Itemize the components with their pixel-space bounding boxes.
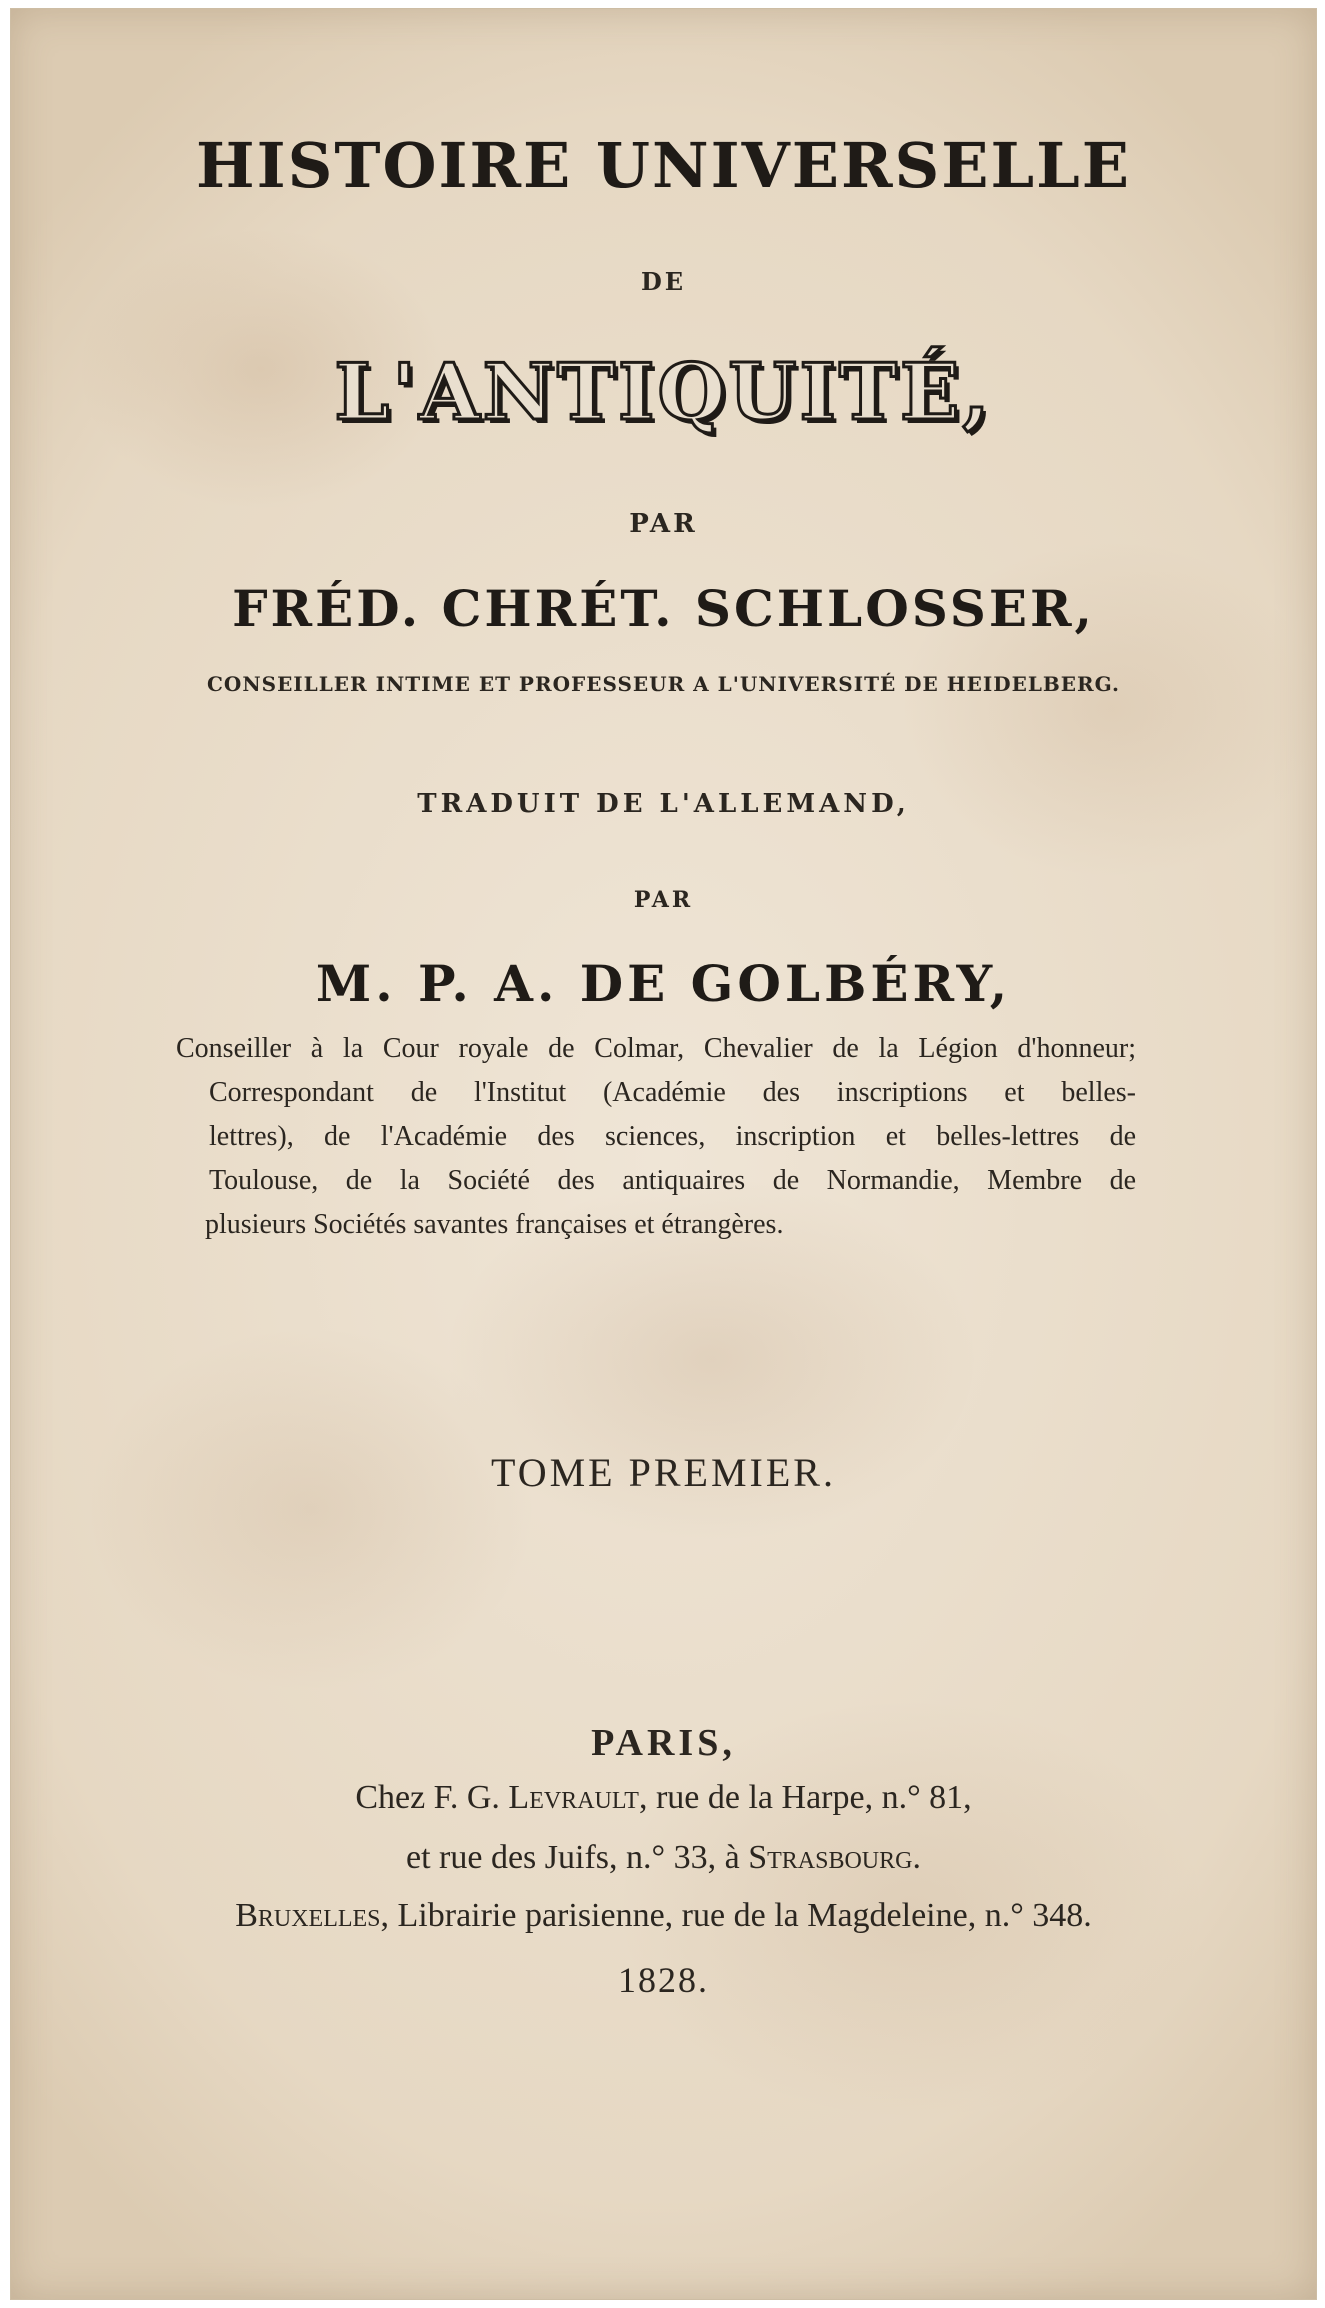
credentials-line-4: Toulouse, de la Société des antiquaires de Normandie, Membre de — [209, 1165, 1136, 1196]
translation-note: TRADUIT DE L'ALLEMAND, — [417, 789, 910, 819]
by-label-translator: PAR — [633, 887, 694, 913]
publisher-prefix: Chez F. G. — [355, 1779, 500, 1816]
brussels-city: Bruxelles — [235, 1897, 381, 1934]
publication-year: 1828. — [618, 1960, 709, 2000]
translator-credentials — [176, 1027, 1136, 1247]
credentials-line-5: plusieurs Sociétés savantes françaises et étrangères. — [205, 1209, 784, 1240]
brussels-address: , Librairie parisienne, rue de la Magdeleine, n.° 348. — [380, 1897, 1092, 1934]
imprint-city: PARIS, — [591, 1722, 736, 1764]
author-name: FRÉD. CHRÉT. SCHLOSSER, — [232, 579, 1095, 638]
imprint-publisher-line — [11, 1779, 1316, 1817]
title-line-2: L'ANTIQUITÉ, — [334, 347, 993, 438]
credentials-line-1: Conseiller à la Cour royale de Colmar, Chevalier de la Légion d'honneur; — [176, 1033, 1136, 1064]
imprint-brussels-line — [11, 1897, 1316, 1935]
title-page — [10, 8, 1317, 2300]
by-label-author: PAR — [629, 509, 698, 539]
author-position: CONSEILLER INTIME ET PROFESSEUR A L'UNIVERSITÉ DE HEIDELBERG. — [207, 672, 1120, 696]
title-connector: DE — [640, 267, 687, 296]
volume-label: TOME PREMIER. — [491, 1450, 836, 1495]
credentials-line-3: lettres), de l'Académie des sciences, inscription et belles-lettres de — [209, 1121, 1136, 1152]
title-line-1: HISTOIRE UNIVERSELLE — [196, 129, 1131, 202]
imprint-second-address-line — [11, 1839, 1316, 1877]
publisher-name: Levrault — [508, 1779, 639, 1816]
translator-name: M. P. A. DE GOLBÉRY, — [315, 954, 1012, 1013]
publisher-address: , rue de la Harpe, n.° 81, — [638, 1779, 972, 1816]
credentials-line-2: Correspondant de l'Institut (Académie des inscriptions et belles- — [209, 1077, 1136, 1108]
second-address: et rue des Juifs, n.° 33, à — [406, 1839, 740, 1876]
second-city: Strasbourg. — [748, 1839, 921, 1876]
